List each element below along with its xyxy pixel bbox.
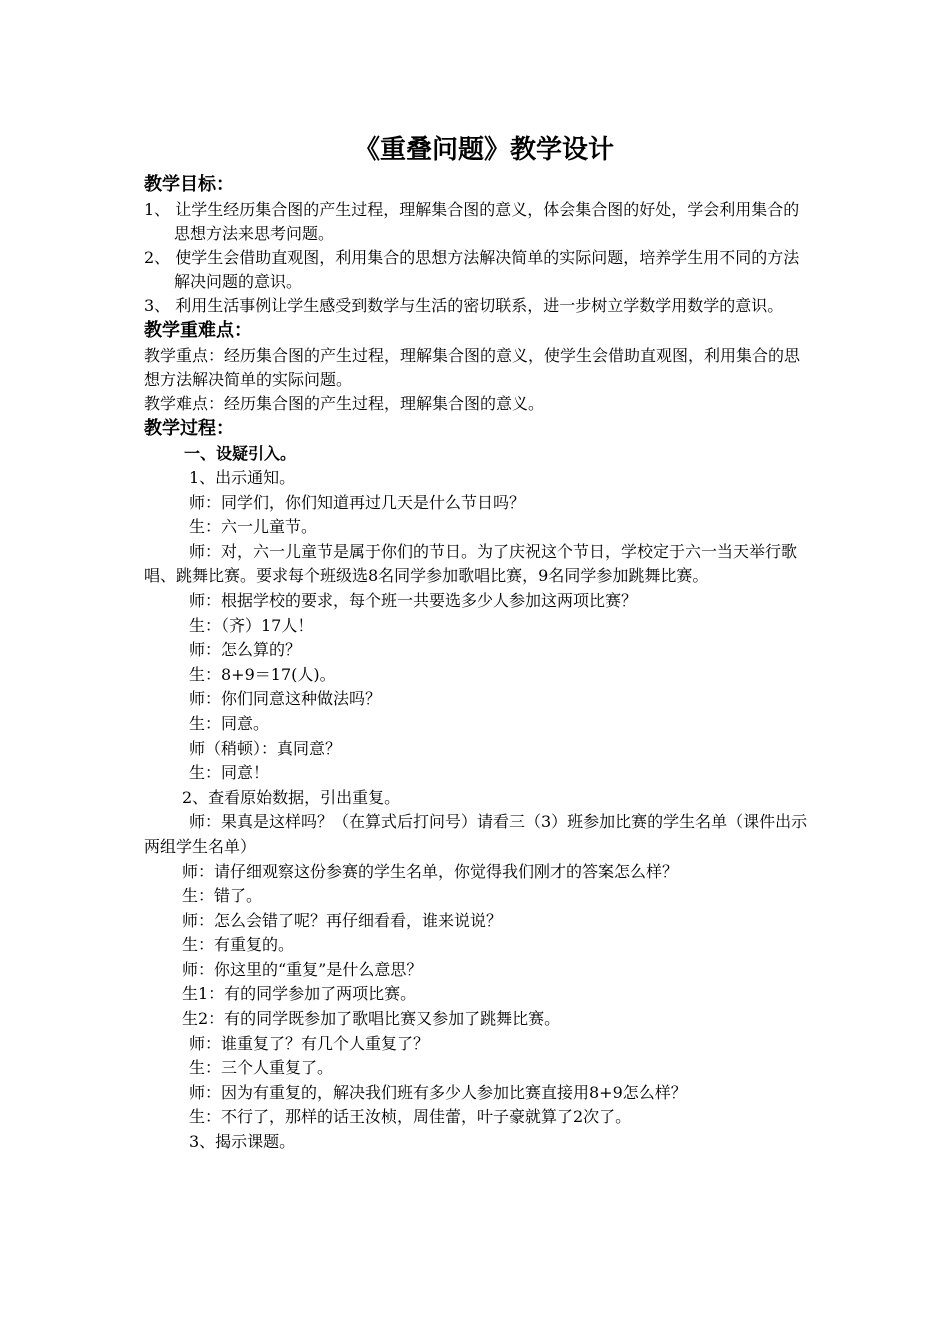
dialogue-line: 生：六一儿童节。	[189, 517, 318, 537]
dialogue-line: 师：因为有重复的，解决我们班有多少人参加比赛直接用8+9怎么样？	[189, 1082, 687, 1102]
dialogue-line: 生：8+9＝17(人)。	[189, 664, 336, 684]
dialogue-line: 生1：有的同学参加了两项比赛。	[182, 984, 417, 1004]
document-title: 《重叠问题》教学设计	[353, 135, 614, 165]
objective-item: 2、 使学生会借助直观图，利用集合的思想方法解决简单的实际问题，培养学生用不同的方法解决问题的意识。	[144, 248, 800, 291]
dialogue-line: 师：谁重复了？有几个人重复了？	[189, 1033, 430, 1053]
dialogue-paragraph: 师：对，六一儿童节是属于你们的节日。为了庆祝这个节日，学校定于六一当天举行歌唱、跳舞比赛。要求每个班级选8名同学参加歌唱比赛，9名同学参加跳舞比赛。	[144, 541, 798, 586]
key-points-heading: 教学重难点：	[144, 320, 252, 341]
dialogue-paragraph: 师：果真是这样吗？（在算式后打问号）请看三（3）班参加比赛的学生名单（课件出示两组学生名单）	[144, 812, 808, 856]
process-heading: 教学过程：	[144, 418, 234, 439]
dialogue-line: 师：怎么会错了呢？再仔细看看，谁来说说？	[182, 910, 503, 930]
dialogue-line: 生：（齐）17人！	[189, 615, 314, 635]
dialogue-line: 生：错了。	[182, 886, 263, 906]
teaching-focus: 教学重点：经历集合图的产生过程，理解集合图的意义，使学生会借助直观图，利用集合的思想方法解决简单的实际问题。	[144, 346, 801, 389]
objective-item: 3、 利用生活事例让学生感受到数学与生活的密切联系，进一步树立学数学用数学的意识。	[144, 296, 784, 315]
step-line: 1、出示通知。	[189, 468, 296, 487]
dialogue-line: 师：同学们，你们知道再过几天是什么节日吗？	[189, 492, 526, 512]
dialogue-line: 生：同意！	[189, 763, 270, 783]
dialogue-line: 师：你这里的“重复”是什么意思？	[182, 959, 423, 979]
document-page	[144, 130, 810, 1155]
dialogue-line: 生：不行了，那样的话王汝桢，周佳蕾，叶子豪就算了2次了。	[189, 1107, 632, 1127]
teaching-difficulty: 教学难点：经历集合图的产生过程，理解集合图的意义。	[144, 394, 545, 413]
dialogue-line: 生：同意。	[189, 713, 270, 733]
objectives-heading: 教学目标：	[144, 174, 234, 195]
dialogue-line: 生：三个人重复了。	[189, 1058, 334, 1078]
step-line: 2、查看原始数据，引出重复。	[182, 787, 401, 807]
section-heading: 一、设疑引入。	[184, 444, 297, 463]
dialogue-line: 生：有重复的。	[182, 935, 295, 955]
dialogue-line: 师：你们同意这种做法吗？	[189, 689, 382, 709]
dialogue-line: 师（稍顿）：真同意？	[189, 738, 342, 758]
objective-item: 1、 让学生经历集合图的产生过程，理解集合图的意义，体会集合图的好处，学会利用集合的思想方法来思考问题。	[144, 200, 800, 243]
step-line: 3、揭示课题。	[189, 1132, 296, 1152]
dialogue-line: 师：怎么算的？	[189, 640, 302, 660]
dialogue-line: 师：根据学校的要求，每个班一共要选多少人参加这两项比赛？	[189, 590, 638, 610]
dialogue-line: 师：请仔细观察这份参赛的学生名单，你觉得我们刚才的答案怎么样？	[182, 861, 679, 881]
dialogue-line: 生2：有的同学既参加了歌唱比赛又参加了跳舞比赛。	[182, 1009, 561, 1029]
